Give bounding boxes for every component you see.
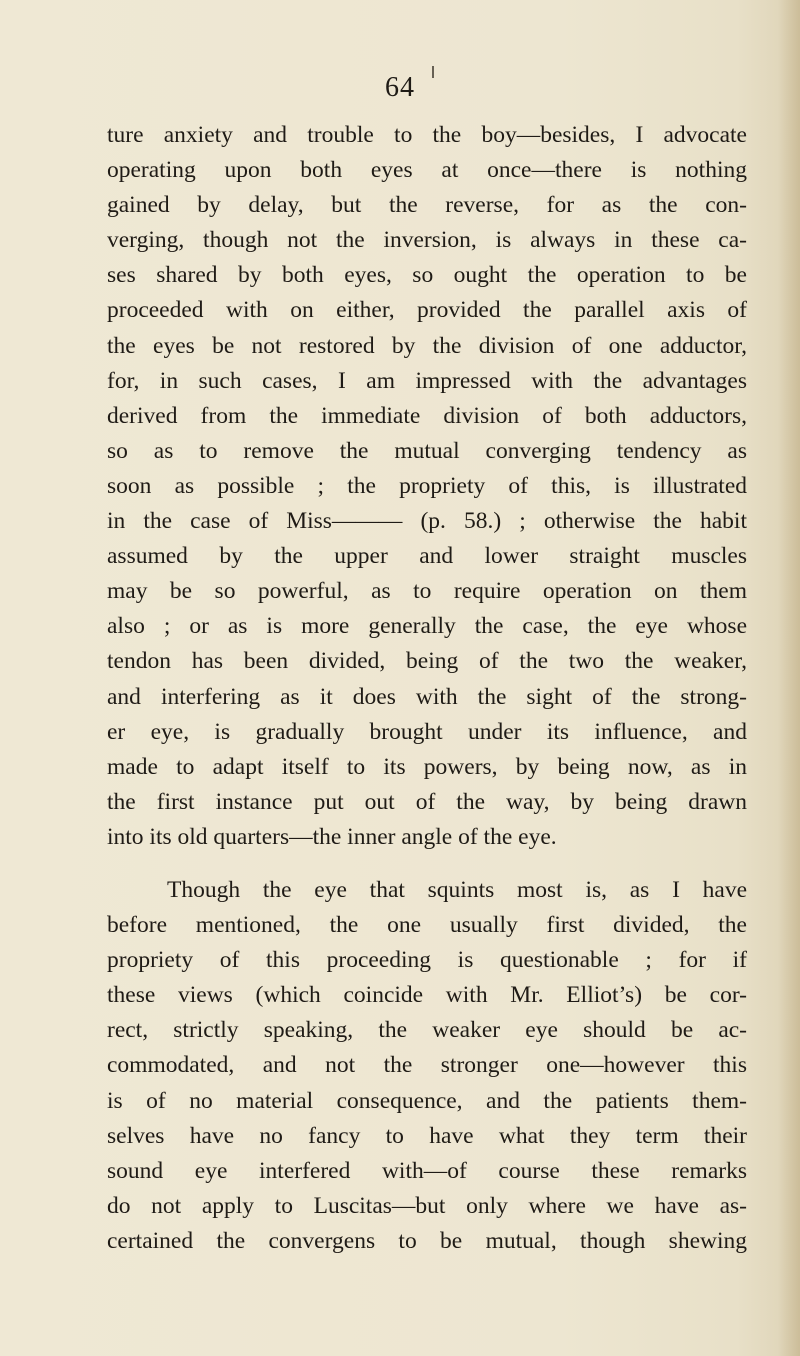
text-line: sound eye interfered with—of course these remarks xyxy=(107,1157,747,1184)
text-line: gained by delay, but the reverse, for as the con- xyxy=(107,192,747,219)
text-line: er eye, is gradually brought under its influence, and xyxy=(107,718,747,745)
text-line: verging, though not the inversion, is always in these ca- xyxy=(107,227,747,254)
text-line: and interfering as it does with the sight of the strong- xyxy=(107,683,747,710)
text-line: so as to remove the mutual converging tendency as xyxy=(107,437,747,464)
text-line: do not apply to Luscitas—but only where we have as- xyxy=(107,1192,747,1219)
text-line: also ; or as is more generally the case, the eye whose xyxy=(107,613,747,640)
page-edge-shadow xyxy=(778,0,800,1356)
text-line: before mentioned, the one usually first divided, the xyxy=(107,912,747,939)
paragraph-1 xyxy=(107,118,747,855)
text-line: rect, strictly speaking, the weaker eye should be ac- xyxy=(107,1017,747,1044)
text-line: soon as possible ; the propriety of this, is illustrated xyxy=(107,472,747,499)
text-line: certained the convergens to be mutual, though shewing xyxy=(107,1227,747,1254)
paragraph-gap xyxy=(107,855,747,873)
text-line: operating upon both eyes at once—there is nothing xyxy=(107,157,747,184)
paragraph-2 xyxy=(107,873,747,1259)
text-line: the eyes be not restored by the division of one adductor, xyxy=(107,332,747,359)
text-line: commodated, and not the stronger one—however this xyxy=(107,1052,747,1079)
page-number: 64 xyxy=(385,72,415,103)
text-line: may be so powerful, as to require operation on them xyxy=(107,578,747,605)
text-line: Though the eye that squints most is, as I have xyxy=(167,876,747,903)
text-line: for, in such cases, I am impressed with the advantages xyxy=(107,367,747,394)
body-text xyxy=(107,118,747,1259)
text-line: assumed by the upper and lower straight muscles xyxy=(107,543,747,570)
text-line: these views (which coincide with Mr. Elliot’s) be cor- xyxy=(107,982,747,1009)
text-line: derived from the immediate division of both adductors, xyxy=(107,402,747,429)
text-line: made to adapt itself to its powers, by being now, as in xyxy=(107,753,747,780)
text-line: propriety of this proceeding is questionable ; for if xyxy=(107,947,747,974)
text-line: tendon has been divided, being of the two the weaker, xyxy=(107,648,747,675)
text-line: ses shared by both eyes, so ought the operation to be xyxy=(107,262,747,289)
text-line: in the case of Miss——— (p. 58.) ; otherwise the habit xyxy=(107,508,747,535)
text-line: into its old quarters—the inner angle of the eye. xyxy=(107,823,557,850)
text-line: proceeded with on either, provided the parallel axis of xyxy=(107,297,747,324)
text-line: selves have no fancy to have what they term their xyxy=(107,1122,747,1149)
text-line: the first instance put out of the way, by being drawn xyxy=(107,788,747,815)
text-line: is of no material consequence, and the patients them- xyxy=(107,1087,747,1114)
text-line: ture anxiety and trouble to the boy—besides, I advocate xyxy=(107,122,747,148)
